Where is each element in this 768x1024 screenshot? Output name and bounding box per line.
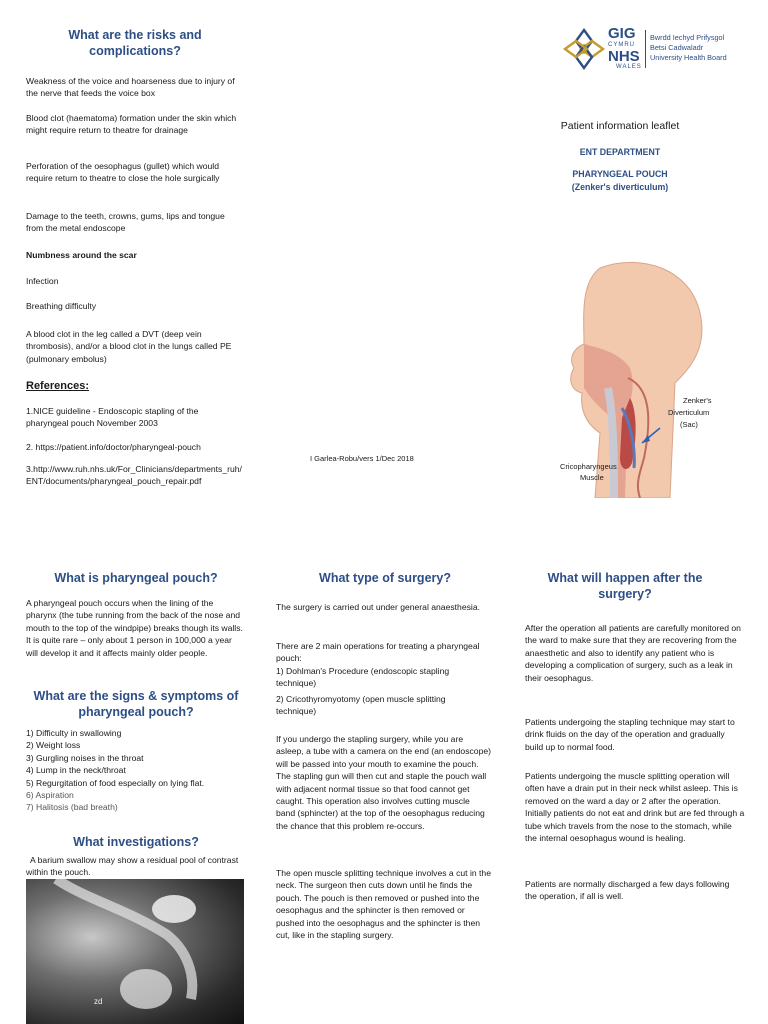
risk-item: Blood clot (haematoma) formation under the skin which might require return to theatre for drainage bbox=[26, 113, 237, 136]
risk-item: A blood clot in the leg called a DVT (deep vein thrombosis), and/or a blood clot in the lungs called PE (pulmonary embolus) bbox=[26, 329, 232, 364]
symptom-item: 7) Halitosis (bad breath) bbox=[26, 802, 118, 813]
xray-label: zd bbox=[94, 997, 103, 1006]
symptom-item: 1) Difficulty in swallowing bbox=[26, 728, 122, 738]
symptom-item: 2) Weight loss bbox=[26, 740, 81, 751]
references-heading: References: bbox=[26, 380, 89, 392]
risks-heading: What are the risks and complications? bbox=[68, 28, 202, 58]
label-zenker: Zenker's bbox=[683, 396, 712, 405]
symptom-item: 4) Lump in the neck/throat bbox=[26, 765, 126, 776]
surgery-option: 1) Dohlman's Procedure (endoscopic stapling technique) bbox=[276, 666, 450, 689]
reference-item: 1.NICE guideline - Endoscopic stapling of the pharyngeal pouch November 2003 bbox=[26, 406, 199, 429]
after-para: Patients undergoing the stapling technique may start to drink fluids on the day of the operation and gradually build up to normal food. bbox=[525, 717, 735, 752]
pouch-text: A pharyngeal pouch occurs when the lining of the pharynx (the tube running from the back of the nose and mouth to the top of the windpipe) breaks though its walls. It is quite rare – only about 1 person in 100,000 a year will develop it and it affects mainly older people. bbox=[26, 598, 243, 658]
risk-item: Perforation of the oesophagus (gullet) which would require return to theatre to close the hole surgically bbox=[26, 161, 220, 184]
logo-gig-text: GIG bbox=[608, 25, 636, 42]
investigations-text: A barium swallow may show a residual pool of contrast within the pouch. bbox=[26, 855, 239, 878]
leaflet-label: Patient information leaflet bbox=[560, 120, 680, 132]
logo-line-3: University Health Board bbox=[650, 53, 727, 62]
surgery-para: The open muscle splitting technique involves a cut in the neck. The surgeon then cuts down until he finds the pouch. The pouch is then removed or pushed into the oesophagus and the sphincter is then removed or pushed into the oesophagus and the sphincter is then cut, like in the stapling surgery. bbox=[276, 868, 491, 941]
barium-swallow-xray bbox=[26, 879, 244, 1024]
surgery-heading: What type of surgery? bbox=[319, 571, 451, 585]
xray-image-icon bbox=[26, 879, 244, 1024]
logo-cymru-text: CYMRU bbox=[608, 42, 635, 48]
after-para: After the operation all patients are carefully monitored on the ward to make sure that they are recovering from the anaesthetic and also to identify any patient who is developing a complication of surgery, such as a leak in their oesophagus. bbox=[525, 623, 741, 683]
leaflet-title: PHARYNGEAL POUCH bbox=[572, 169, 668, 179]
reference-item: 3.http://www.ruh.nhs.uk/For_Clinicians/departments_ruh/ENT/documents/pharyngeal_pouch_repair.pdf bbox=[26, 464, 242, 487]
label-diverticulum: Diverticulum bbox=[668, 408, 710, 417]
logo-nhs-text: NHS bbox=[608, 48, 640, 65]
logo-wales-text: WALES bbox=[616, 64, 642, 70]
label-sac: (Sac) bbox=[680, 420, 698, 429]
symptom-item: 5) Regurgitation of food especially on lying flat. bbox=[26, 777, 205, 788]
surgery-para: If you undergo the stapling surgery, while you are asleep, a tube with a camera on the end (an endoscope) will be passed into your mouth to examine the pouch. The stapling gun will then cut and staple the pouch wall with adjacent normal tissue so that food cannot get caught. This operation also involves cutting muscle band (sphincter) at the top of the oesophagus reducing the chance that this problem re-occurs. bbox=[276, 734, 491, 831]
symptom-item: 3) Gurgling noises in the throat bbox=[26, 752, 144, 763]
celtic-knot-logo-icon bbox=[562, 27, 606, 71]
after-para: Patients undergoing the muscle splitting operation will often have a drain put in their neck whilst asleep. This is removed on the ward a day or 2 after the operation. Initially patients do not eat and drink but are fed through a tube which travels from the nose to the stomach, while the internal oesophagus wound is healing. bbox=[525, 771, 745, 844]
surgery-option: 2) Cricothyromyotomy (open muscle splitting technique) bbox=[276, 694, 446, 717]
after-para: Patients are normally discharged a few days following the operation, if all is well. bbox=[525, 879, 730, 902]
logo-separator bbox=[645, 30, 646, 68]
logo-line-1: Bwrdd Iechyd Prifysgol bbox=[650, 33, 725, 42]
symptoms-heading: What are the signs & symptoms of pharyngeal pouch? bbox=[33, 689, 239, 719]
risk-item: Breathing difficulty bbox=[26, 301, 97, 311]
risk-item: Infection bbox=[26, 276, 59, 286]
pharyngeal-pouch-illustration bbox=[540, 258, 740, 498]
risk-item: Damage to the teeth, crowns, gums, lips and tongue from the metal endoscope bbox=[26, 211, 225, 234]
logo-board-name bbox=[650, 33, 727, 63]
author-version-line: I Garlea-Robu/vers 1/Dec 2018 bbox=[310, 454, 414, 463]
symptoms-list bbox=[26, 727, 246, 814]
after-surgery-heading: What will happen after the surgery? bbox=[547, 571, 703, 601]
logo-line-2: Betsi Cadwaladr bbox=[650, 43, 704, 52]
leaflet-subtitle: (Zenker's diverticulum) bbox=[571, 182, 669, 192]
label-muscle: Muscle bbox=[580, 473, 604, 482]
risk-item: Weakness of the voice and hoarseness due to injury of the nerve that feeds the voice box bbox=[26, 76, 235, 99]
risk-item: Numbness around the scar bbox=[26, 250, 137, 260]
surgery-para: The surgery is carried out under general anaesthesia. bbox=[276, 602, 480, 612]
surgery-para: There are 2 main operations for treating a pharyngeal pouch: bbox=[276, 641, 480, 664]
symptom-item: 6) Aspiration bbox=[26, 790, 74, 801]
pouch-heading: What is pharyngeal pouch? bbox=[54, 571, 218, 585]
label-cricopharyngeus: Cricopharyngeus bbox=[560, 462, 617, 471]
department-label: ENT DEPARTMENT bbox=[579, 147, 661, 157]
investigations-heading: What investigations? bbox=[73, 835, 199, 849]
reference-item: 2. https://patient.info/doctor/pharyngeal-pouch bbox=[26, 442, 201, 452]
